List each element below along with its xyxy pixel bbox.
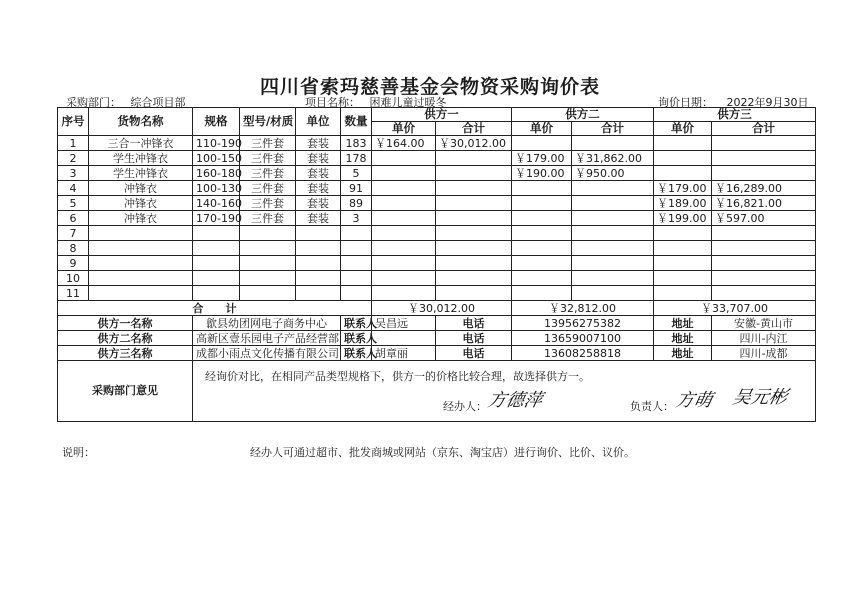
- item-qty: 178: [341, 151, 372, 166]
- row-no: 11: [58, 286, 89, 301]
- s3-price: ￥199.00: [654, 211, 712, 226]
- item-unit: 套装: [296, 166, 341, 181]
- supplier-name: 高新区壹乐园电子产品经营部: [193, 331, 341, 346]
- s3-total: ￥16,821.00: [712, 196, 816, 211]
- table-row: [58, 256, 816, 271]
- supplier-label: 供方三名称: [58, 346, 193, 361]
- s1-total: [436, 196, 512, 211]
- s1-price: [372, 181, 436, 196]
- address-value: 安徽-黄山市: [712, 316, 816, 331]
- header-unit: 单位: [296, 108, 341, 136]
- s3-total: [712, 241, 816, 256]
- s1-total: [436, 271, 512, 286]
- item-name: 冲锋衣: [89, 181, 193, 196]
- s1-total: [436, 226, 512, 241]
- s1-total: [436, 181, 512, 196]
- s1-price: ￥164.00: [372, 136, 436, 151]
- item-name: [89, 241, 193, 256]
- s1-price: [372, 211, 436, 226]
- opinion-text: 经询价对比，在相同产品类型规格下，供方一的价格比较合理，故选择供方一。: [205, 370, 590, 383]
- item-unit: 套装: [296, 181, 341, 196]
- contact-value: [372, 331, 436, 346]
- header-qty: 数量: [341, 108, 372, 136]
- row-no: 6: [58, 211, 89, 226]
- totals-label: 合 计: [58, 301, 372, 316]
- s3-total: [712, 286, 816, 301]
- s1-total: ￥30,012.00: [436, 136, 512, 151]
- item-spec: [193, 241, 240, 256]
- row-no: 3: [58, 166, 89, 181]
- table-row: [58, 151, 816, 166]
- s2-price: ￥190.00: [512, 166, 572, 181]
- s1-price: [372, 286, 436, 301]
- item-model: 三件套: [240, 166, 296, 181]
- item-qty: 91: [341, 181, 372, 196]
- opinion-label: 采购部门意见: [58, 361, 193, 422]
- s2-total: [572, 226, 654, 241]
- s1-price: [372, 226, 436, 241]
- totals-row: [58, 301, 816, 316]
- header-name: 货物名称: [89, 108, 193, 136]
- item-unit: 套装: [296, 211, 341, 226]
- address-value: 四川-成都: [712, 346, 816, 361]
- project-label: 项目名称：: [305, 96, 360, 109]
- item-name: [89, 226, 193, 241]
- item-model: [240, 256, 296, 271]
- header-spec: 规格: [193, 108, 240, 136]
- phone-label: 电话: [436, 331, 512, 346]
- item-name: [89, 271, 193, 286]
- s3-total: [712, 136, 816, 151]
- supplier-label: 供方二名称: [58, 331, 193, 346]
- note-label: 说明：: [62, 446, 95, 459]
- row-no: 4: [58, 181, 89, 196]
- row-no: 2: [58, 151, 89, 166]
- s2-total: [572, 271, 654, 286]
- item-name: [89, 286, 193, 301]
- s2-price: [512, 226, 572, 241]
- row-no: 10: [58, 271, 89, 286]
- s2-total: [572, 211, 654, 226]
- s2-price: [512, 181, 572, 196]
- item-unit: [296, 241, 341, 256]
- s2-total: [572, 181, 654, 196]
- s1-total: [436, 256, 512, 271]
- s1-price: [372, 271, 436, 286]
- item-qty: [341, 271, 372, 286]
- date-label: 询价日期：: [658, 96, 713, 109]
- s2-total: ￥950.00: [572, 166, 654, 181]
- item-spec: 160-180: [193, 166, 240, 181]
- item-model: 三件套: [240, 211, 296, 226]
- dept-label: 采购部门：: [66, 96, 121, 109]
- s3-price: [654, 256, 712, 271]
- item-qty: 183: [341, 136, 372, 151]
- item-model: [240, 286, 296, 301]
- phone-value: 13956275382: [512, 316, 654, 331]
- supplier-label: 供方一名称: [58, 316, 193, 331]
- item-qty: [341, 241, 372, 256]
- phone-value: 13659007100: [512, 331, 654, 346]
- s2-total: ￥31,862.00: [572, 151, 654, 166]
- table-row: [58, 241, 816, 256]
- item-name: 冲锋衣: [89, 196, 193, 211]
- s1-price: [372, 196, 436, 211]
- table-row: [58, 136, 816, 151]
- s3-price: ￥179.00: [654, 181, 712, 196]
- supplier-name: 歙县幼团网电子商务中心: [193, 316, 341, 331]
- s2-price: [512, 196, 572, 211]
- s1-price: [372, 151, 436, 166]
- header-supplier2: 供方二: [512, 108, 654, 122]
- row-no: 5: [58, 196, 89, 211]
- totals-s1: ￥30,012.00: [372, 301, 512, 316]
- responsible-signature-1: 方萌: [673, 390, 715, 411]
- item-name: [89, 256, 193, 271]
- item-name: 冲锋衣: [89, 211, 193, 226]
- s3-total: [712, 256, 816, 271]
- s2-price: [512, 286, 572, 301]
- s1-price: [372, 256, 436, 271]
- s1-total: [436, 211, 512, 226]
- s2-price: [512, 241, 572, 256]
- item-name: 学生冲锋衣: [89, 166, 193, 181]
- item-unit: [296, 256, 341, 271]
- item-model: [240, 241, 296, 256]
- header-s1-total: 合计: [436, 122, 512, 136]
- s1-total: [436, 241, 512, 256]
- item-qty: [341, 256, 372, 271]
- item-model: [240, 226, 296, 241]
- handler-label: 经办人：: [443, 400, 487, 413]
- item-unit: 套装: [296, 196, 341, 211]
- note-text: 经办人可通过超市、批发商城或网站（京东、淘宝店）进行询价、比价、议价。: [250, 446, 635, 459]
- header-no: 序号: [58, 108, 89, 136]
- s3-total: [712, 166, 816, 181]
- s2-price: [512, 271, 572, 286]
- row-no: 7: [58, 226, 89, 241]
- item-qty: 5: [341, 166, 372, 181]
- address-label: 地址: [654, 316, 712, 331]
- item-model: 三件套: [240, 181, 296, 196]
- page-title: 四川省索玛慈善基金会物资采购询价表: [259, 76, 600, 98]
- opinion-cell: [193, 361, 816, 422]
- item-qty: 3: [341, 211, 372, 226]
- item-qty: 89: [341, 196, 372, 211]
- item-spec: [193, 256, 240, 271]
- inquiry-table: [57, 107, 816, 422]
- s1-total: [436, 286, 512, 301]
- s3-total: ￥16,289.00: [712, 181, 816, 196]
- s3-price: [654, 241, 712, 256]
- contact-value: 吴昌远: [372, 316, 436, 331]
- phone-label: 电话: [436, 316, 512, 331]
- item-name: 三合一冲锋衣: [89, 136, 193, 151]
- address-value: 四川-内江: [712, 331, 816, 346]
- row-no: 9: [58, 256, 89, 271]
- s1-price: [372, 241, 436, 256]
- s3-price: [654, 271, 712, 286]
- s2-total: [572, 256, 654, 271]
- contact-value: 胡章丽: [372, 346, 436, 361]
- header-row-1: [58, 108, 816, 122]
- table-row: [58, 181, 816, 196]
- row-no: 1: [58, 136, 89, 151]
- supplier-name: 成都小雨点文化传播有限公司: [193, 346, 341, 361]
- s3-total: [712, 151, 816, 166]
- s2-price: [512, 136, 572, 151]
- table-row: [58, 271, 816, 286]
- s3-price: [654, 166, 712, 181]
- s1-total: [436, 166, 512, 181]
- responsible-signature-2: 吴元彬: [730, 387, 790, 408]
- item-spec: 100-150: [193, 151, 240, 166]
- table-row: [58, 211, 816, 226]
- s1-total: [436, 151, 512, 166]
- item-spec: [193, 271, 240, 286]
- header-s1-price: 单价: [372, 122, 436, 136]
- s3-total: [712, 271, 816, 286]
- item-model: 三件套: [240, 151, 296, 166]
- phone-value: 13608258818: [512, 346, 654, 361]
- totals-s2: ￥32,812.00: [512, 301, 654, 316]
- item-unit: [296, 286, 341, 301]
- header-s2-price: 单价: [512, 122, 572, 136]
- table-row: [58, 166, 816, 181]
- s2-total: [572, 241, 654, 256]
- item-unit: [296, 271, 341, 286]
- header-model: 型号/材质: [240, 108, 296, 136]
- s3-price: ￥189.00: [654, 196, 712, 211]
- contact-label: 联系人: [341, 346, 372, 361]
- s2-price: ￥179.00: [512, 151, 572, 166]
- item-name: 学生冲锋衣: [89, 151, 193, 166]
- item-model: 三件套: [240, 196, 296, 211]
- responsible-label: 负责人：: [630, 400, 674, 413]
- s2-price: [512, 211, 572, 226]
- item-qty: [341, 226, 372, 241]
- s2-total: [572, 136, 654, 151]
- phone-label: 电话: [436, 346, 512, 361]
- item-unit: 套装: [296, 151, 341, 166]
- item-spec: 100-130: [193, 181, 240, 196]
- address-label: 地址: [654, 331, 712, 346]
- row-no: 8: [58, 241, 89, 256]
- totals-s3: ￥33,707.00: [654, 301, 816, 316]
- item-spec: 170-190: [193, 211, 240, 226]
- supplier-row: [58, 316, 816, 331]
- header-supplier1: 供方一: [372, 108, 512, 122]
- s3-total: [712, 226, 816, 241]
- header-s2-total: 合计: [572, 122, 654, 136]
- header-s3-total: 合计: [712, 122, 816, 136]
- project-value: 困难儿童过暖冬: [369, 96, 447, 109]
- contact-label: 联系人: [341, 316, 372, 331]
- header-s3-price: 单价: [654, 122, 712, 136]
- item-model: 三件套: [240, 136, 296, 151]
- s3-price: [654, 226, 712, 241]
- s2-total: [572, 286, 654, 301]
- s3-price: [654, 151, 712, 166]
- table-row: [58, 226, 816, 241]
- item-spec: 140-160: [193, 196, 240, 211]
- contact-label: 联系人: [341, 331, 372, 346]
- s3-total: ￥597.00: [712, 211, 816, 226]
- dept-value: 综合项目部: [130, 96, 186, 109]
- item-spec: 110-190: [193, 136, 240, 151]
- s3-price: [654, 136, 712, 151]
- item-spec: [193, 226, 240, 241]
- table-row: [58, 196, 816, 211]
- supplier-row: [58, 331, 816, 346]
- supplier-row: [58, 346, 816, 361]
- date-value: 2022年9月30日: [726, 96, 809, 109]
- header-supplier3: 供方三: [654, 108, 816, 122]
- address-label: 地址: [654, 346, 712, 361]
- item-model: [240, 271, 296, 286]
- item-spec: [193, 286, 240, 301]
- s2-price: [512, 256, 572, 271]
- s2-total: [572, 196, 654, 211]
- table-row: [58, 286, 816, 301]
- item-unit: 套装: [296, 136, 341, 151]
- opinion-row: [58, 361, 816, 422]
- handler-signature: 方德萍: [485, 390, 545, 411]
- item-qty: [341, 286, 372, 301]
- s3-price: [654, 286, 712, 301]
- s1-price: [372, 166, 436, 181]
- item-unit: [296, 226, 341, 241]
